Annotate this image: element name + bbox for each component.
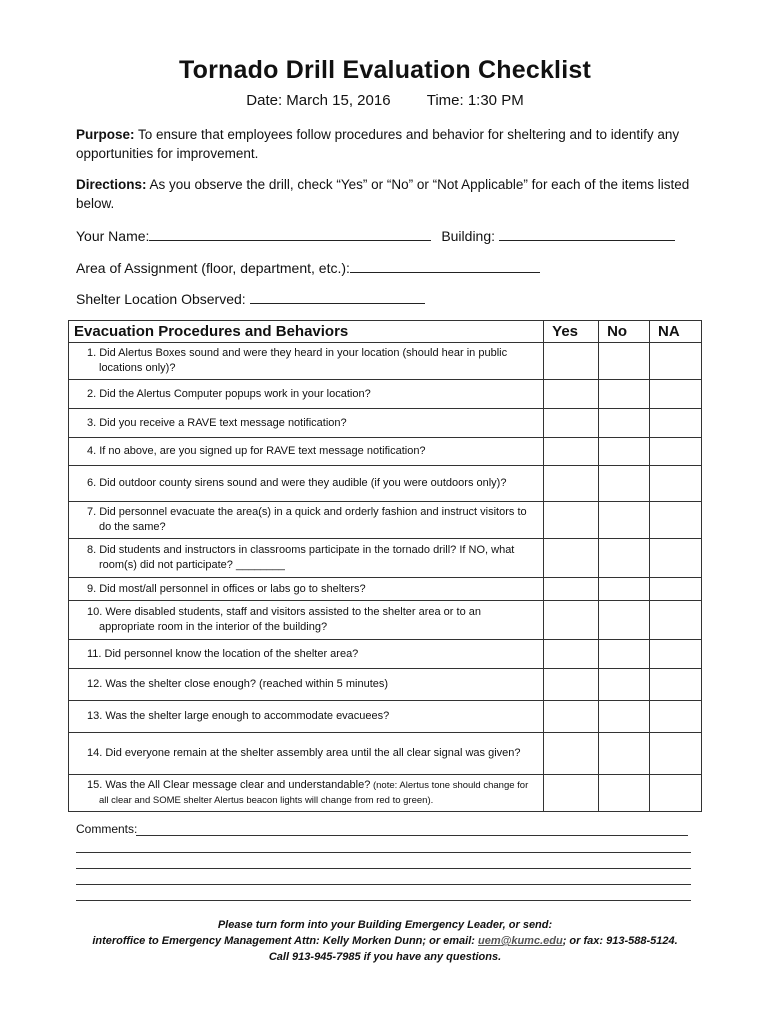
table-row (69, 775, 702, 812)
na-column-header: NA (650, 321, 702, 343)
area-field[interactable] (350, 259, 540, 273)
your-name-label: Your Name: (76, 228, 150, 244)
comments-line[interactable] (136, 835, 688, 836)
no-checkbox[interactable] (599, 466, 650, 502)
no-checkbox[interactable] (599, 343, 650, 380)
yes-checkbox[interactable] (544, 601, 599, 640)
building-label: Building: (441, 228, 496, 244)
yes-checkbox[interactable] (544, 669, 599, 701)
question-cell: 11. Did personnel know the location of the shelter area? (69, 640, 544, 669)
question-cell: 2. Did the Alertus Computer popups work in your location? (69, 380, 544, 409)
drill-time: Time: 1:30 PM (426, 92, 524, 109)
na-checkbox[interactable] (650, 502, 702, 539)
na-checkbox[interactable] (650, 669, 702, 701)
no-checkbox[interactable] (599, 733, 650, 775)
purpose-label: Purpose: (76, 127, 135, 142)
no-checkbox[interactable] (599, 640, 650, 669)
yes-checkbox[interactable] (544, 701, 599, 733)
na-checkbox[interactable] (650, 409, 702, 438)
no-column-header: No (599, 321, 650, 343)
na-checkbox[interactable] (650, 466, 702, 502)
comments-row (76, 822, 137, 836)
footer-line-3: Call 913-945-7985 if you have any questions. (268, 951, 502, 963)
table-heading: Evacuation Procedures and Behaviors (69, 321, 544, 343)
na-checkbox[interactable] (650, 380, 702, 409)
comments-label: Comments: (76, 822, 138, 836)
no-checkbox[interactable] (599, 380, 650, 409)
comments-line[interactable] (76, 852, 691, 853)
directions-label: Directions: (76, 177, 147, 192)
table-row (69, 669, 702, 701)
no-checkbox[interactable] (599, 409, 650, 438)
no-checkbox[interactable] (599, 578, 650, 601)
no-checkbox[interactable] (599, 775, 650, 812)
table-row (69, 539, 702, 578)
table-row (69, 409, 702, 438)
table-header-row (69, 321, 702, 343)
question-15-text: 15. Was the All Clear message clear and understandable? (87, 779, 371, 791)
question-cell: 3. Did you receive a RAVE text message notification? (69, 409, 544, 438)
table-row (69, 502, 702, 539)
table-row (69, 601, 702, 640)
yes-checkbox[interactable] (544, 466, 599, 502)
na-checkbox[interactable] (650, 640, 702, 669)
question-cell: 8. Did students and instructors in classrooms participate in the tornado drill? If NO, what room(s) did not participate? ________ (69, 539, 544, 578)
checklist-table (68, 320, 702, 812)
na-checkbox[interactable] (650, 578, 702, 601)
directions-text: As you observe the drill, check “Yes” or “No” or “Not Applicable” for each of the items listed below. (76, 177, 690, 211)
yes-checkbox[interactable] (544, 640, 599, 669)
shelter-field[interactable] (250, 290, 425, 304)
email-link[interactable]: uem@kumc.edu (478, 935, 563, 947)
name-building-row (76, 227, 675, 244)
no-checkbox[interactable] (599, 502, 650, 539)
building-field[interactable] (499, 227, 675, 241)
question-cell: 9. Did most/all personnel in offices or labs go to shelters? (69, 578, 544, 601)
na-checkbox[interactable] (650, 733, 702, 775)
no-checkbox[interactable] (599, 601, 650, 640)
yes-checkbox[interactable] (544, 502, 599, 539)
table-row (69, 578, 702, 601)
your-name-field[interactable] (149, 227, 431, 241)
date-time-line (0, 92, 770, 109)
shelter-row (76, 290, 425, 307)
table-row (69, 343, 702, 380)
table-row (69, 438, 702, 466)
purpose-paragraph (76, 125, 706, 163)
question-cell (69, 775, 544, 812)
shelter-label: Shelter Location Observed: (76, 291, 246, 307)
na-checkbox[interactable] (650, 601, 702, 640)
form-title: Tornado Drill Evaluation Checklist (179, 56, 591, 84)
yes-checkbox[interactable] (544, 578, 599, 601)
question-cell: 10. Were disabled students, staff and visitors assisted to the shelter area or to an appropriate room in the interior of the building? (69, 601, 544, 640)
question-cell: 7. Did personnel evacuate the area(s) in a quick and orderly fashion and instruct visitors to do the same? (69, 502, 544, 539)
question-cell: 14. Did everyone remain at the shelter assembly area until the all clear signal was given? (69, 733, 544, 775)
na-checkbox[interactable] (650, 775, 702, 812)
no-checkbox[interactable] (599, 539, 650, 578)
question-cell: 4. If no above, are you signed up for RAVE text message notification? (69, 438, 544, 466)
comments-line[interactable] (76, 900, 691, 901)
area-row (76, 259, 540, 276)
question-cell: 1. Did Alertus Boxes sound and were they heard in your location (should hear in public locations only)? (69, 343, 544, 380)
drill-date: Date: March 15, 2016 (246, 92, 391, 109)
na-checkbox[interactable] (650, 438, 702, 466)
question-cell: 13. Was the shelter large enough to accommodate evacuees? (69, 701, 544, 733)
footer-instructions (0, 917, 770, 965)
area-label: Area of Assignment (floor, department, etc.): (76, 260, 350, 276)
no-checkbox[interactable] (599, 701, 650, 733)
yes-checkbox[interactable] (544, 409, 599, 438)
footer-line-2: interoffice to Emergency Management Attn: Kelly Morken Dunn; or email: uem@kumc.edu; or fax: 913-588-5124. (92, 935, 678, 947)
footer-line-1: Please turn form into your Building Emergency Leader, or send: (217, 919, 553, 931)
yes-checkbox[interactable] (544, 733, 599, 775)
table-row (69, 733, 702, 775)
table-row (69, 380, 702, 409)
yes-checkbox[interactable] (544, 775, 599, 812)
yes-column-header: Yes (544, 321, 599, 343)
table-row (69, 701, 702, 733)
question-15-note: (note: Alertus tone should change for all clear and SOME shelter Alertus beacon lights will change from red to green). (99, 780, 529, 806)
comments-line[interactable] (76, 884, 691, 885)
table-row (69, 640, 702, 669)
na-checkbox[interactable] (650, 343, 702, 380)
directions-paragraph (76, 175, 706, 213)
yes-checkbox[interactable] (544, 343, 599, 380)
na-checkbox[interactable] (650, 539, 702, 578)
no-checkbox[interactable] (599, 669, 650, 701)
yes-checkbox[interactable] (544, 438, 599, 466)
yes-checkbox[interactable] (544, 380, 599, 409)
purpose-text: To ensure that employees follow procedures and behavior for sheltering and to identify any opportunities for improvement. (76, 127, 680, 161)
no-checkbox[interactable] (599, 438, 650, 466)
comments-line[interactable] (76, 868, 691, 869)
question-cell: 6. Did outdoor county sirens sound and were they audible (if you were outdoors only)? (69, 466, 544, 502)
na-checkbox[interactable] (650, 701, 702, 733)
table-row (69, 466, 702, 502)
yes-checkbox[interactable] (544, 539, 599, 578)
question-cell: 12. Was the shelter close enough? (reached within 5 minutes) (69, 669, 544, 701)
